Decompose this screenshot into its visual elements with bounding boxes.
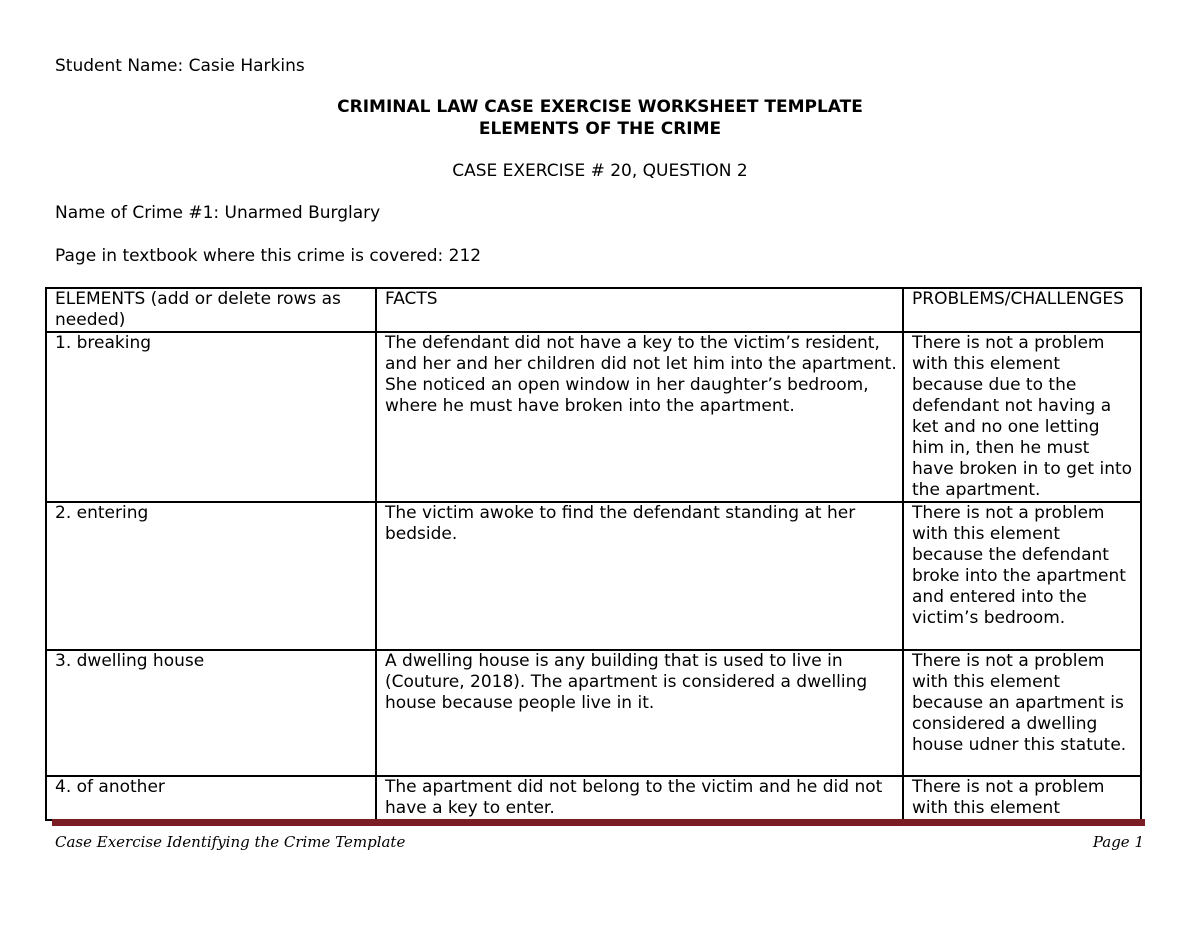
facts-cell: The apartment did not belong to the victim and he did not have a key to enter. [376,776,903,820]
textbook-page: Page in textbook where this crime is covered: 212 [55,246,482,266]
student-name: Student Name: Casie Harkins [55,56,305,76]
facts-cell: The victim awoke to find the defendant standing at her bedside. [376,502,903,650]
elements-table [45,287,1142,821]
problems-cell: There is not a problem with this element [903,776,1141,820]
worksheet-subtitle: ELEMENTS OF THE CRIME [478,119,722,139]
problems-cell: There is not a problem with this element because an apartment is considered a dwelling house udner this statute. [903,650,1141,776]
table-row [46,502,1141,650]
crime-name: Name of Crime #1: Unarmed Burglary [55,203,381,223]
column-header-elements: ELEMENTS (add or delete rows as needed) [46,288,376,332]
element-cell: 2. entering [46,502,376,650]
facts-cell: The defendant did not have a key to the victim’s resident, and her and her children did not let him into the apartment. She noticed an open window in her daughter’s bedroom, where he must have broken into the apartment. [376,332,903,502]
table-header-row [46,288,1141,332]
footer-page-number: Page 1 [1092,833,1144,851]
column-header-facts: FACTS [376,288,903,332]
worksheet-title: CRIMINAL LAW CASE EXERCISE WORKSHEET TEMPLATE [337,97,863,117]
footer-divider [52,819,1145,826]
table-row [46,332,1141,502]
problems-cell: There is not a problem with this element because due to the defendant not having a ket and no one letting him in, then he must have broken in to get into the apartment. [903,332,1141,502]
element-cell: 3. dwelling house [46,650,376,776]
element-cell: 1. breaking [46,332,376,502]
table-row [46,650,1141,776]
facts-cell: A dwelling house is any building that is used to live in (Couture, 2018). The apartment is considered a dwelling house because people live in it. [376,650,903,776]
table-row [46,776,1141,820]
problems-cell: There is not a problem with this element because the defendant broke into the apartment and entered into the victim’s bedroom. [903,502,1141,650]
column-header-problems: PROBLEMS/CHALLENGES [903,288,1141,332]
footer-document-title: Case Exercise Identifying the Crime Template [55,833,406,851]
element-cell: 4. of another [46,776,376,820]
case-exercise-label: CASE EXERCISE # 20, QUESTION 2 [452,161,748,181]
